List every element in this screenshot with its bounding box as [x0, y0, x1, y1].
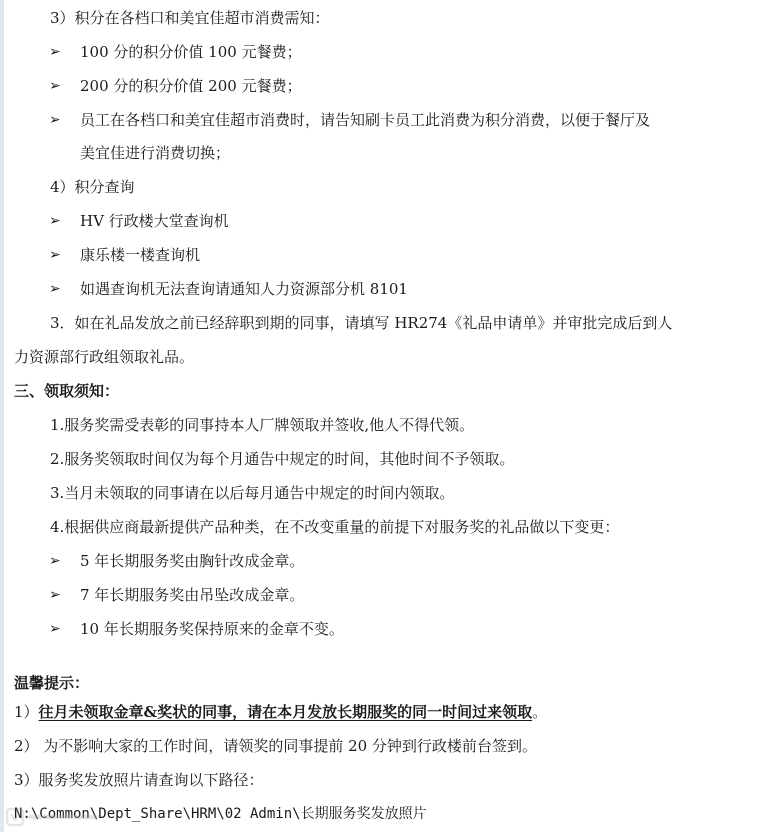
- points-usage-heading: 3）积分在各档口和美宜佳超市消费需知：: [50, 9, 330, 27]
- tip-item-1-emphasis: 往月未领取金章&奖状的同事，请在本月发放长期服奖的同一时间过来领取: [38, 703, 533, 721]
- tip-item-2: 2） 为不影响大家的工作时间，请领奖的同事提前 20 分钟到行政楼前台签到。: [14, 737, 537, 755]
- collection-item-4: 4.根据供应商最新提供产品种类，在不改变重量的前提下对服务奖的礼品做以下变更：: [50, 518, 620, 536]
- bullet-arrow-icon: ➢: [49, 44, 61, 60]
- bullet-arrow-icon: ➢: [49, 247, 61, 263]
- collection-item-2: 2.服务奖领取时间仅为每个月通告中规定的时间，其他时间不予领取。: [50, 450, 515, 468]
- collection-notice-heading: 三、领取须知：: [14, 382, 120, 400]
- tip-item-1: [14, 702, 547, 722]
- query-bullet-1: HV 行政楼大堂查询机: [80, 212, 229, 230]
- tip-item-3: 3）服务奖发放照片请查询以下路径：: [14, 771, 264, 789]
- watermark-logo-icon: [6, 806, 101, 828]
- query-bullet-2: 康乐楼一楼查询机: [80, 246, 201, 264]
- award-change-bullet-3: 10 年长期服务奖保持原来的金章不变。: [80, 620, 344, 638]
- points-bullet-3: 员工在各档口和美宜佳超市消费时，请告知刷卡员工此消费为积分消费，以便于餐厅及: [80, 111, 651, 129]
- award-change-bullet-2: 7 年长期服务奖由吊坠改成金章。: [80, 586, 305, 604]
- points-bullet-2: 200 分的积分价值 200 元餐费；: [80, 77, 302, 95]
- collection-item-3: 3.当月未领取的同事请在以后每月通告中规定的时间内领取。: [50, 484, 455, 502]
- bullet-arrow-icon: ➢: [49, 281, 61, 297]
- bullet-arrow-icon: ➢: [49, 78, 61, 94]
- resigned-gift-paragraph-line-2: 力资源部行政组领取礼品。: [14, 348, 195, 366]
- photo-share-path: N:\Common\Dept_Share\HRM\02 Admin\长期服务奖发放照片: [14, 806, 427, 822]
- bullet-arrow-icon: ➢: [49, 213, 61, 229]
- tip-item-1-number: 1）: [14, 703, 39, 721]
- resigned-gift-paragraph-line-1: 3．如在礼品发放之前已经辞职到期的同事，请填写 HR274《礼品申请单》并审批完成后到人: [50, 314, 673, 332]
- tips-heading: 温馨提示：: [14, 674, 90, 692]
- collection-item-1: 1.服务奖需受表彰的同事持本人厂牌领取并签收,他人不得代领。: [50, 416, 475, 434]
- points-bullet-3-continued: 美宜佳进行消费切换；: [80, 144, 231, 162]
- bullet-arrow-icon: ➢: [49, 112, 61, 128]
- query-bullet-3: 如遇查询机无法查询请通知人力资源部分机 8101: [80, 280, 408, 298]
- bullet-arrow-icon: ➢: [49, 621, 61, 637]
- points-bullet-1: 100 分的积分价值 100 元餐费；: [80, 43, 302, 61]
- points-query-heading: 4）积分查询: [50, 178, 135, 196]
- bullet-arrow-icon: ➢: [49, 553, 61, 569]
- award-change-bullet-1: 5 年长期服务奖由胸针改成金章。: [80, 552, 305, 570]
- bullet-arrow-icon: ➢: [49, 587, 61, 603]
- tip-item-1-end: 。: [532, 703, 548, 721]
